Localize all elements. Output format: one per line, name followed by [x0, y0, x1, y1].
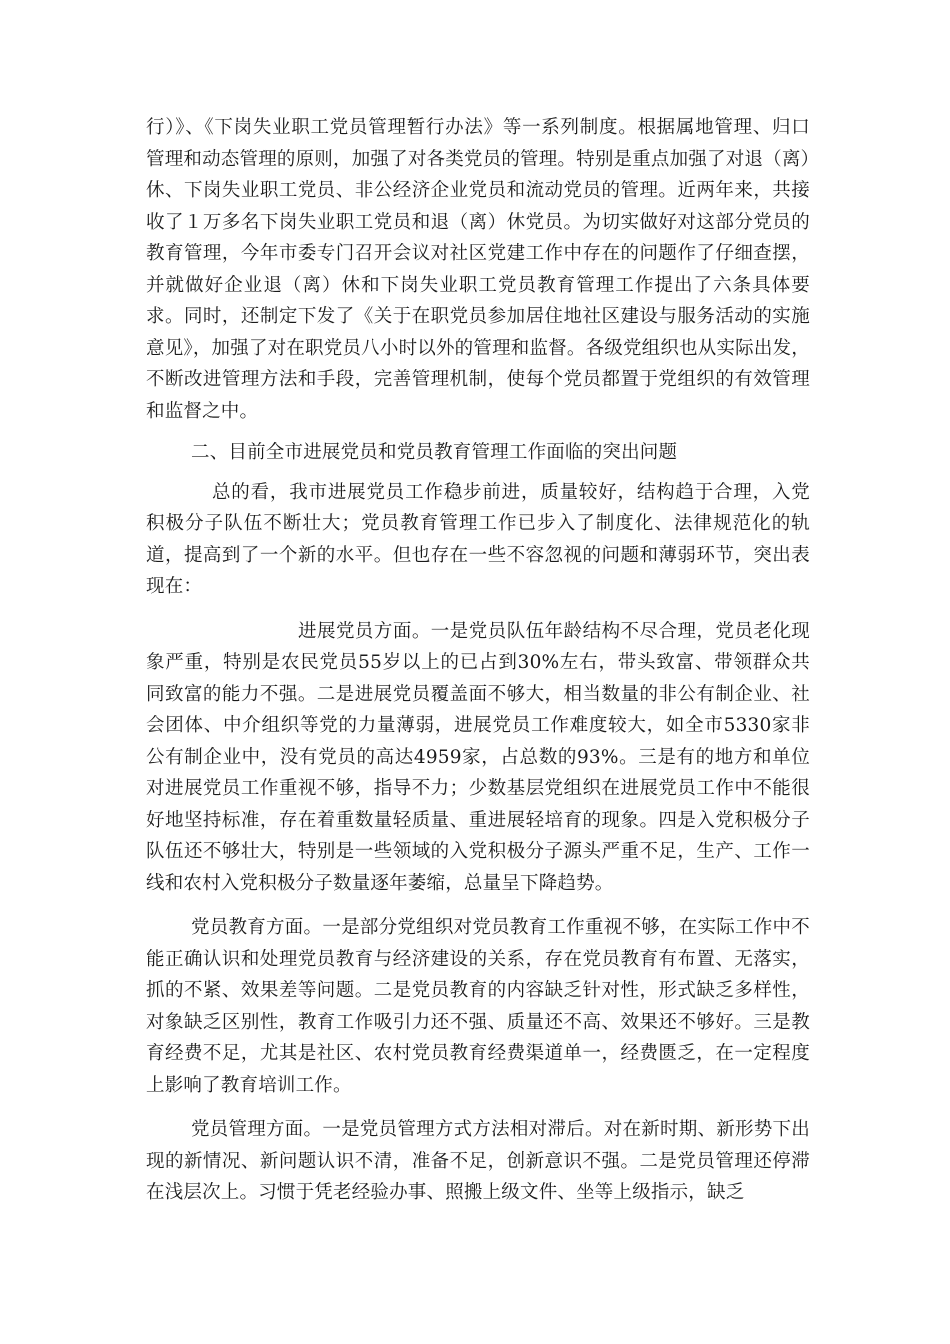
paragraph-overview: 总的看，我市进展党员工作稳步前进，质量较好，结构趋于合理，入党积极分子队伍不断壮大；党员教育管理工作已步入了制度化、法律规范化的轨道，提高到了一个新的水平。但也存在一些不容忽视的问题和薄弱环节，突出表现在：	[146, 481, 810, 597]
paragraph-party-education: 党员教育方面。一是部分党组织对党员教育工作重视不够，在实际工作中不能正确认识和处理党员教育与经济建设的关系，存在党员教育有布置、无落实，抓的不紧、效果差等问题。二是党员教育的内容缺乏针对性，形式缺乏多样性，对象缺乏区别性，教育工作吸引力还不强、质量还不高、效果还不够好。三是教育经费不足，尤其是社区、农村党员教育经费渠道单一，经费匮乏，在一定程度上影响了教育培训工作。	[146, 917, 810, 1096]
paragraph-continued-management-systems: 行）》、《下岗失业职工党员管理暂行办法》等一系列制度。根据属地管理、归口管理和动态管理的原则，加强了对各类党员的管理。特别是重点加强了对退（离）休、下岗失业职工党员、非公经济企业党员和流动党员的管理。近两年来，共接收了１万多名下岗失业职工党员和退（离）休党员。为切实做好对这部分党员的教育管理，今年市委专门召开会议对社区党建工作中存在的问题作了仔细查摆，并就做好企业退（离）休和下岗失业职工党员教育管理工作提出了六条具体要求。同时，还制定下发了《关于在职党员参加居住地社区建设与服务活动的实施意见》，加强了对在职党员八小时以外的管理和监督。各级党组织也从实际出发，不断改进管理方法和手段，完善管理机制，使每个党员都置于党组织的有效管理和监督之中。	[146, 117, 810, 422]
paragraph-party-management: 党员管理方面。一是党员管理方式方法相对滞后。对在新时期、新形势下出现的新情况、新问题认识不清，准备不足，创新意识不强。二是党员管理还停滞在浅层次上。习惯于凭老经验办事、照搬上级文件、坐等上级指示，缺乏	[146, 1119, 810, 1203]
section-heading-2: 二、目前全市进展党员和党员教育管理工作面临的突出问题	[191, 442, 678, 463]
document-page	[146, 112, 810, 1209]
paragraph-party-development: 进展党员方面。一是党员队伍年龄结构不尽合理，党员老化现象严重，特别是农民党员55岁以上的已占到30%左右，带头致富、带领群众共同致富的能力不强。二是进展党员覆盖面不够大，相当数量的非公有制企业、社会团体、中介组织等党的力量薄弱，进展党员工作难度较大，如全市5330家非公有制企业中，没有党员的高达4959家，占总数的93%。三是有的地方和单位对进展党员工作重视不够，指导不力；少数基层党组织在进展党员工作中不能很好地坚持标准，存在着重数量轻质量、重进展轻培育的现象。四是入党积极分子队伍还不够壮大，特别是一些领域的入党积极分子源头严重不足，生产、工作一线和农村入党积极分子数量逐年萎缩，总量呈下降趋势。	[146, 620, 810, 894]
